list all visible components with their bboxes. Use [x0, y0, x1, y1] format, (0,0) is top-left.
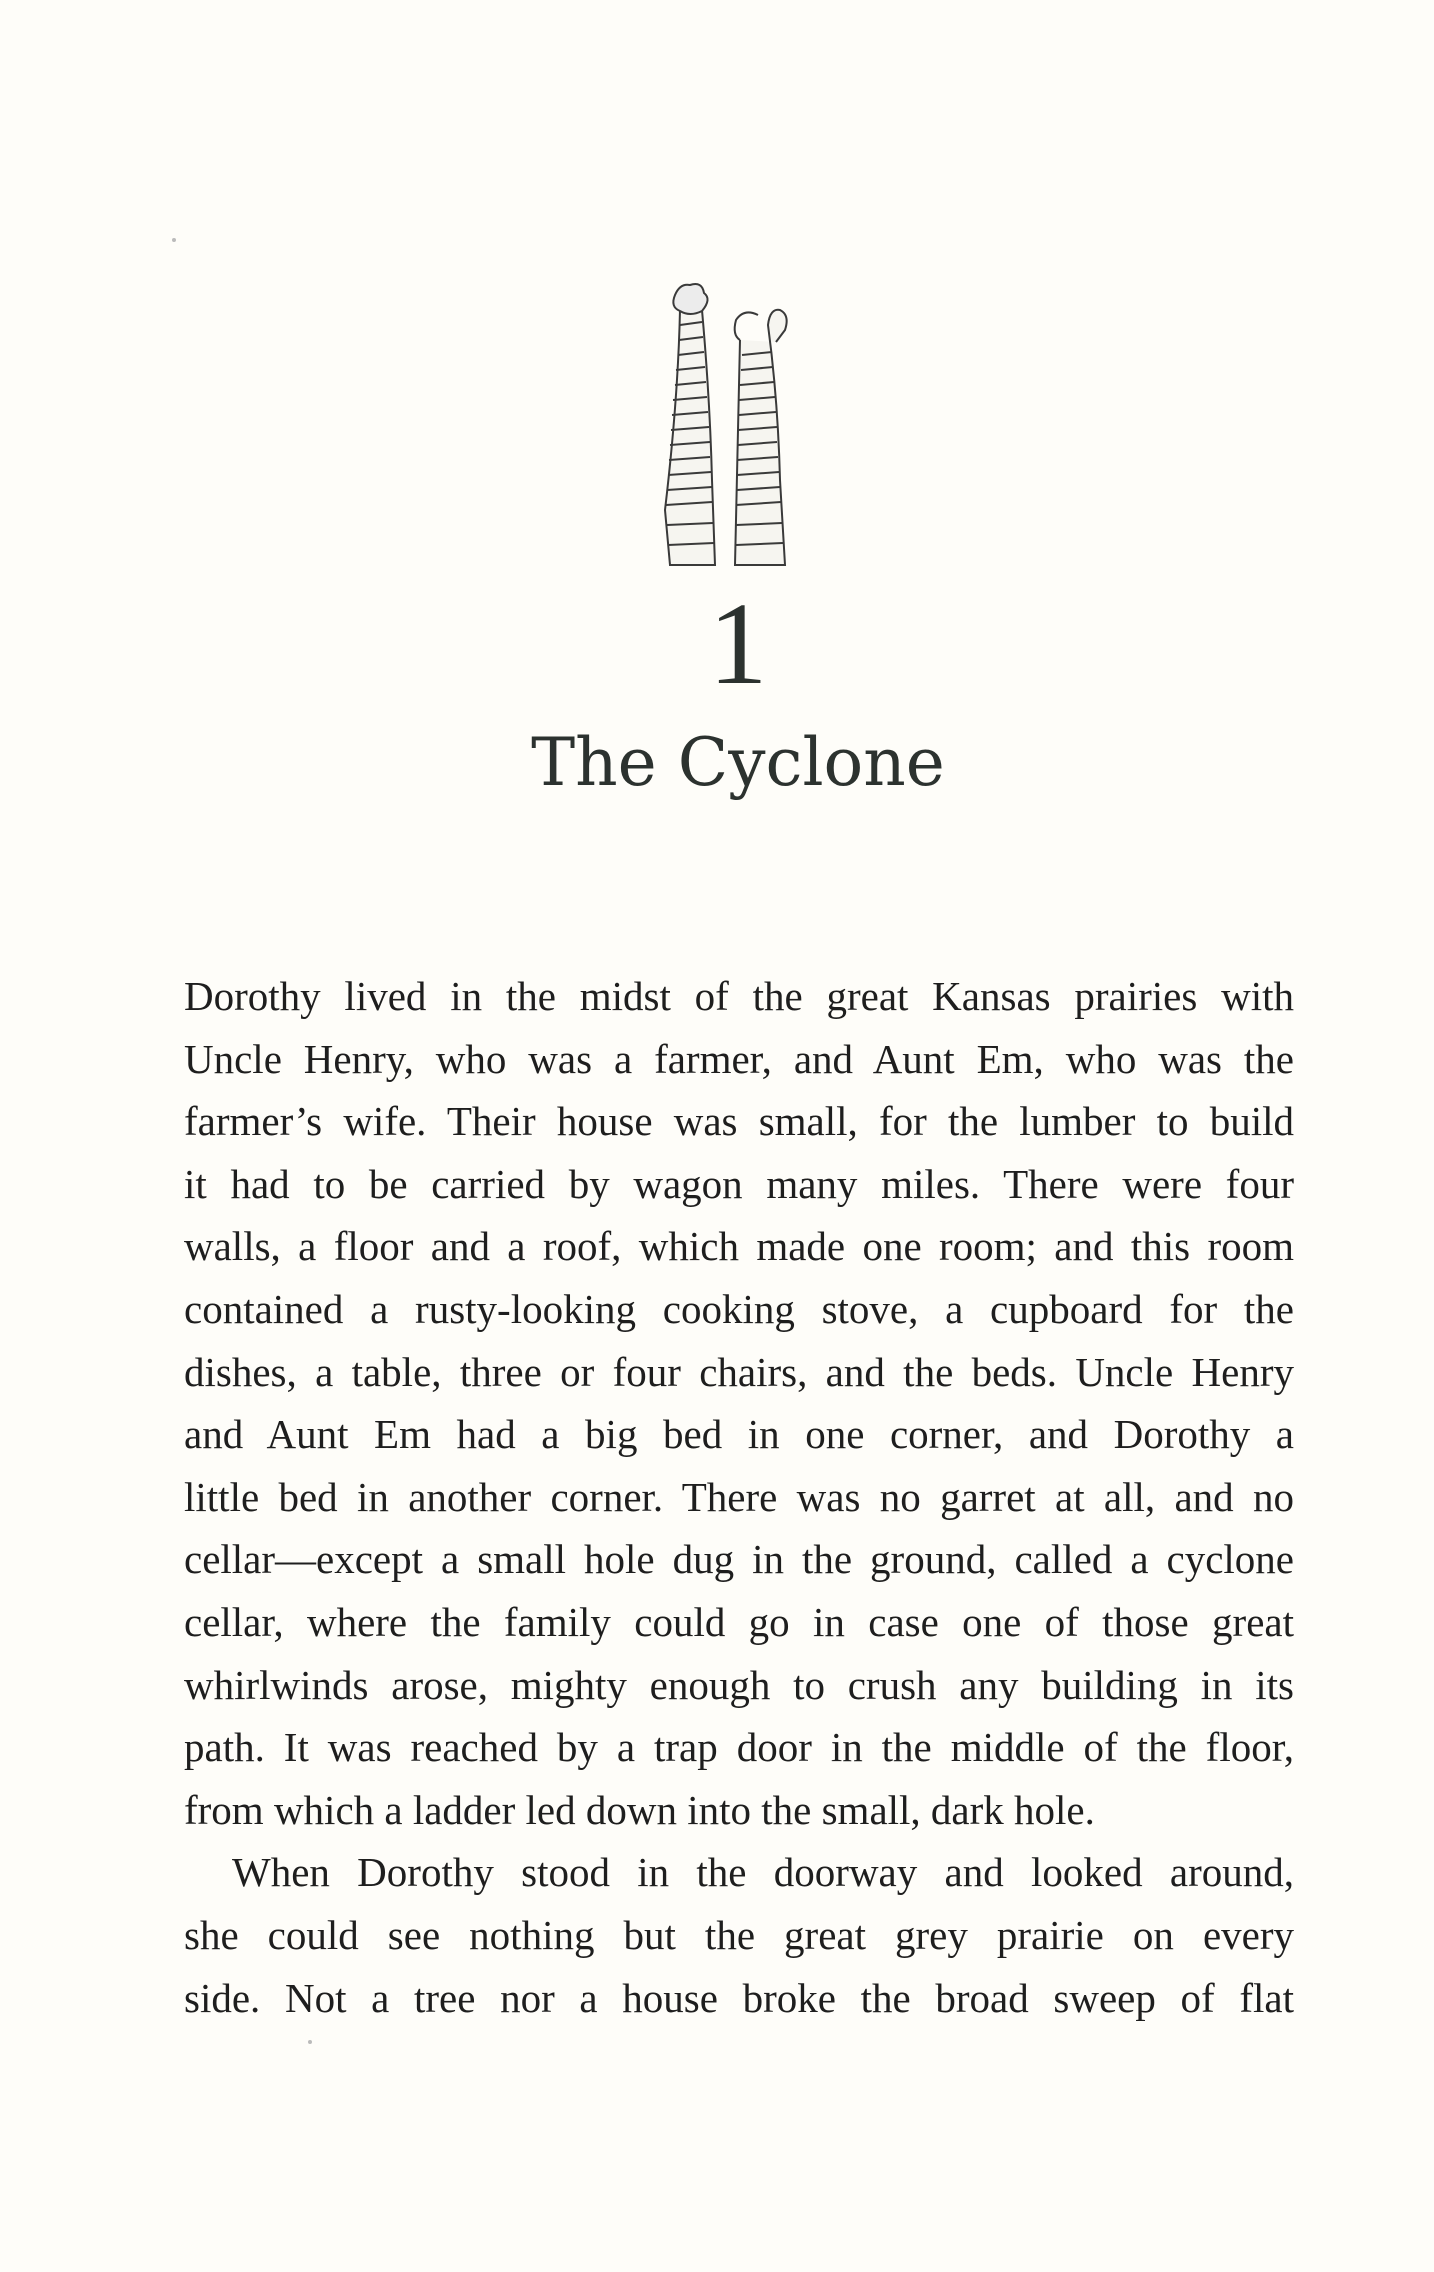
- paragraph: [184, 1841, 1294, 2029]
- text-line: walls, a floor and a roof, which made one room; and this room: [184, 1223, 1294, 1270]
- text-line: Uncle Henry, who was a farmer, and Aunt Em, who was the: [184, 1035, 1294, 1082]
- text-line: dishes, a table, three or four chairs, and the beds. Uncle Henry: [184, 1348, 1294, 1395]
- text-line: cellar—except a small hole dug in the ground, called a cyclone: [184, 1536, 1294, 1583]
- text-line: side. Not a tree nor a house broke the broad sweep of flat: [184, 1974, 1294, 2021]
- text-line: from which a ladder led down into the small, dark hole.: [184, 1786, 1095, 1833]
- text-line: path. It was reached by a trap door in the middle of the floor,: [184, 1724, 1294, 1771]
- text-line: When Dorothy stood in the doorway and looked around,: [232, 1849, 1294, 1896]
- text-line: it had to be carried by wagon many miles. There were four: [184, 1160, 1294, 1207]
- paragraph: [184, 965, 1294, 1841]
- text-line: she could see nothing but the great grey prairie on every: [184, 1911, 1294, 1958]
- striped-stockings-illustration: [640, 280, 820, 580]
- paper-speck: [172, 238, 176, 242]
- text-line: Dorothy lived in the midst of the great Kansas prairies with: [184, 973, 1294, 1019]
- text-line: little bed in another corner. There was no garret at all, and no: [184, 1473, 1294, 1520]
- text-line: cellar, where the family could go in case one of those great: [184, 1598, 1294, 1645]
- chapter-title: The Cyclone: [531, 724, 945, 801]
- text-line: whirlwinds arose, mighty enough to crush any building in its: [184, 1661, 1294, 1708]
- chapter-number: 1: [708, 578, 768, 709]
- text-line: contained a rusty-looking cooking stove, a cupboard for the: [184, 1285, 1294, 1332]
- chapter-body: [184, 965, 1294, 2029]
- paper-speck: [308, 2040, 312, 2044]
- text-line: and Aunt Em had a big bed in one corner, and Dorothy a: [184, 1411, 1294, 1458]
- text-line: farmer’s wife. Their house was small, for the lumber to build: [184, 1098, 1294, 1145]
